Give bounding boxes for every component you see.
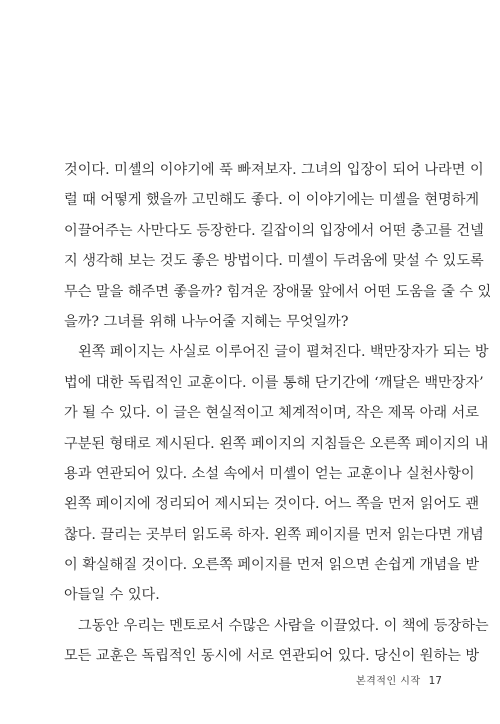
text-line: 모든 교훈은 독립적인 동시에 서로 연관되어 있다. 당신이 원하는 방 [64, 648, 480, 665]
body-text [64, 155, 492, 672]
text-line: 찮다. 끌리는 곳부터 읽도록 하자. 왼쪽 페이지를 먼저 읽는다면 개념 [64, 526, 484, 543]
text-line: 이 확실해질 것이다. 오른쪽 페이지를 먼저 읽으면 손쉽게 개념을 받 [64, 557, 480, 574]
page-number: 17 [428, 675, 442, 687]
paragraph-first-line: 왼쪽 페이지는 사실로 이루어진 글이 펼쳐진다. 백만장자가 되는 방 [78, 344, 489, 361]
text-line: 럴 때 어떻게 했을까 고민해도 좋다. 이 이야기에는 미셸을 현명하게 [64, 192, 480, 209]
text-line: 구분된 형태로 제시된다. 왼쪽 페이지의 지침들은 오른쪽 페이지의 내 [64, 435, 489, 452]
text-line: 왼쪽 페이지에 정리되어 제시되는 것이다. 어느 쪽을 먼저 읽어도 괜 [64, 496, 480, 513]
text-line: 것이다. 미셸의 이야기에 푹 빠져보자. 그녀의 입장이 되어 나라면 이 [64, 162, 484, 178]
text-line: 을까? 그녀를 위해 나누어줄 지혜는 무엇일까? [64, 313, 349, 330]
text-line: 이끌어주는 사만다도 등장한다. 길잡이의 입장에서 어떤 충고를 건넬 [64, 222, 484, 239]
page-footer [356, 672, 442, 687]
running-chapter-title: 본격적인 시작 [355, 676, 421, 687]
text-line: 가 될 수 있다. 이 글은 현실적이고 체계적이며, 작은 제목 아래 서로 [64, 405, 479, 422]
paragraph-first-line: 그동안 우리는 멘토로서 수많은 사람을 이끌었다. 이 책에 등장하는 [78, 617, 489, 634]
text-line: 아들일 수 있다. [64, 587, 160, 604]
text-line: 법에 대한 독립적인 교훈이다. 이를 통해 단기간에 ‘깨달은 백만장자’ [64, 374, 484, 391]
text-line: 무슨 말을 해주면 좋을까? 힘겨운 장애물 앞에서 어떤 도움을 줄 수 있 [64, 283, 492, 300]
text-line: 용과 연관되어 있다. 소설 속에서 미셸이 얻는 교훈이나 실천사항이 [64, 465, 475, 482]
text-line: 지 생각해 보는 것도 좋은 방법이다. 미셸이 두려움에 맞설 수 있도록 [64, 253, 484, 270]
